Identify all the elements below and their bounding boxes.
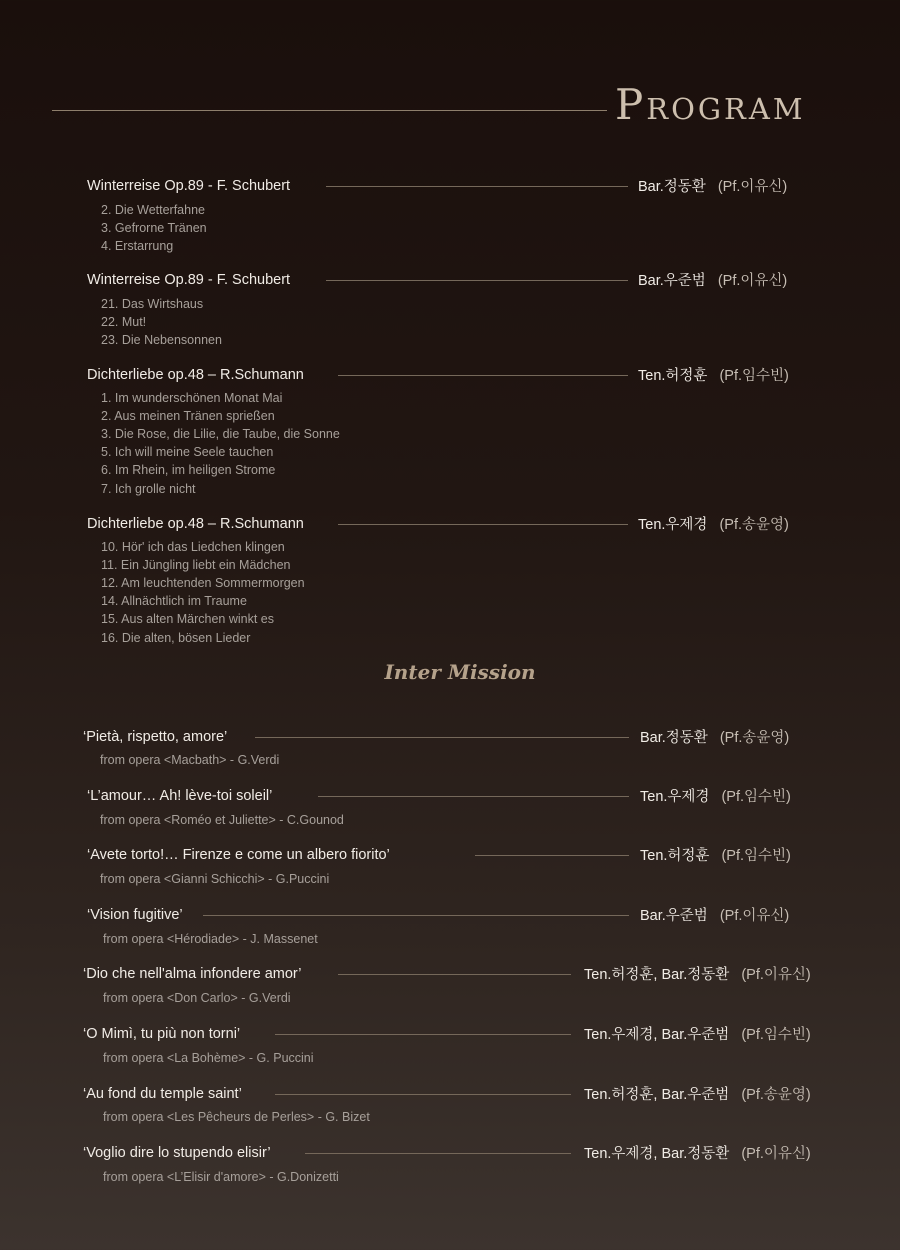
title-rule: [52, 110, 607, 111]
pianist-name: (Pf.임수빈): [741, 1027, 811, 1043]
leader-line: [326, 186, 628, 187]
song-line: 15. Aus alten Märchen winkt es: [101, 612, 275, 626]
opera-source: from opera <Les Pêcheurs de Perles> - G. Bizet: [103, 1110, 370, 1124]
performer-name: Ten.우제경, Bar.정동환: [584, 1146, 730, 1162]
pianist-name: (Pf.임수빈): [721, 789, 791, 805]
opera-source: from opera <Don Carlo> - G.Verdi: [103, 991, 291, 1005]
piece-title: Winterreise Op.89 - F. Schubert: [87, 272, 291, 288]
song-line: 21. Das Wirtshaus: [101, 297, 204, 311]
program-item: [0, 786, 900, 808]
aria-title: ‘L’amour… Ah! lève-toi soleil’: [87, 788, 273, 804]
pianist-name: (Pf.송윤영): [719, 730, 790, 746]
aria-title: ‘Pietà, rispetto, amore’: [83, 729, 228, 745]
leader-line: [305, 1153, 571, 1154]
performer-name: Bar.정동환: [640, 730, 708, 746]
opera-source: from opera <L’Elisir d'amore> - G.Donizetti: [103, 1170, 339, 1184]
song-line: 1. Im wunderschönen Monat Mai: [101, 391, 283, 405]
performer-name: Ten.우제경: [640, 789, 710, 805]
piece-title: Winterreise Op.89 - F. Schubert: [87, 178, 291, 194]
opera-source: from opera <Hérodiade> - J. Massenet: [103, 932, 318, 946]
song-line: 6. Im Rhein, im heiligen Strome: [101, 463, 276, 477]
performer-credit: [584, 964, 811, 986]
piece-title: Dichterliebe op.48 – R.Schumann: [87, 367, 304, 383]
pianist-name: (Pf.이유신): [741, 967, 811, 983]
performer-name: Ten.우제경, Bar.우준범: [584, 1027, 730, 1043]
aria-title: ‘Au fond du temple saint’: [83, 1086, 242, 1102]
performer-credit: [638, 365, 789, 387]
aria-title: ‘O Mimì, tu più non torni’: [83, 1026, 241, 1042]
song-line: 23. Die Nebensonnen: [101, 333, 222, 347]
opera-source: from opera <La Bohème> - G. Puccini: [103, 1051, 314, 1065]
song-line: 4. Erstarrung: [101, 239, 174, 253]
page-title-initial: P: [615, 80, 647, 129]
leader-line: [338, 974, 571, 975]
performer-name: Ten.허정훈: [638, 368, 708, 384]
performer-credit: [640, 845, 791, 867]
leader-line: [318, 796, 629, 797]
leader-line: [275, 1094, 571, 1095]
performer-credit: [638, 176, 787, 198]
opera-source: from opera <Roméo et Juliette> - C.Gounod: [100, 813, 344, 827]
aria-title: ‘Vision fugitive’: [87, 907, 183, 923]
pianist-name: (Pf.송윤영): [741, 1087, 811, 1103]
performer-credit: [638, 270, 787, 292]
program-item: [0, 845, 900, 867]
program-item: [0, 905, 900, 927]
performer-name: Ten.우제경: [638, 517, 708, 533]
page-title: [615, 80, 806, 129]
piece-title: Dichterliebe op.48 – R.Schumann: [87, 516, 304, 532]
performer-credit: [584, 1024, 811, 1046]
performer-name: Bar.우준범: [638, 273, 706, 289]
performer-name: Bar.우준범: [640, 908, 708, 924]
program-item: [0, 365, 900, 387]
performer-credit: [638, 514, 789, 536]
leader-line: [326, 280, 628, 281]
page-title-rest: ROGRAM: [646, 92, 806, 126]
song-line: 11. Ein Jüngling liebt ein Mädchen: [101, 558, 291, 572]
program-item: [0, 1024, 900, 1046]
pianist-name: (Pf.임수빈): [719, 368, 789, 384]
leader-line: [203, 915, 629, 916]
opera-source: from opera <Gianni Schicchi> - G.Puccini: [100, 872, 330, 886]
performer-credit: [584, 1143, 811, 1165]
leader-line: [338, 524, 628, 525]
opera-source: from opera <Macbath> - G.Verdi: [100, 753, 280, 767]
pianist-name: (Pf.이유신): [719, 908, 790, 924]
song-line: 22. Mut!: [101, 315, 147, 329]
performer-credit: [640, 727, 789, 749]
song-line: 2. Die Wetterfahne: [101, 203, 205, 217]
song-line: 14. Allnächtlich im Traume: [101, 594, 247, 608]
aria-title: ‘Avete torto!… Firenze e come un albero fiorito’: [87, 847, 390, 863]
program-item: [0, 270, 900, 292]
song-line: 5. Ich will meine Seele tauchen: [101, 445, 274, 459]
pianist-name: (Pf.이유신): [717, 179, 788, 195]
performer-name: Bar.정동환: [638, 179, 706, 195]
song-line: 2. Aus meinen Tränen sprießen: [101, 409, 275, 423]
program-item: [0, 727, 900, 749]
pianist-name: (Pf.임수빈): [721, 848, 791, 864]
song-line: 10. Hör' ich das Liedchen klingen: [101, 540, 285, 554]
song-line: 16. Die alten, bösen Lieder: [101, 631, 251, 645]
pianist-name: (Pf.이유신): [717, 273, 788, 289]
song-line: 7. Ich grolle nicht: [101, 482, 196, 496]
program-item: [0, 514, 900, 536]
performer-name: Ten.허정훈: [640, 848, 710, 864]
performer-name: Ten.허정훈, Bar.우준범: [584, 1087, 730, 1103]
leader-line: [475, 855, 629, 856]
leader-line: [338, 375, 628, 376]
performer-credit: [640, 905, 789, 927]
program-item: [0, 1143, 900, 1165]
performer-credit: [640, 786, 791, 808]
song-line: 3. Gefrorne Tränen: [101, 221, 207, 235]
performer-name: Ten.허정훈, Bar.정동환: [584, 967, 730, 983]
performer-credit: [584, 1084, 811, 1106]
song-line: 12. Am leuchtenden Sommermorgen: [101, 576, 305, 590]
program-item: [0, 1084, 900, 1106]
song-line: 3. Die Rose, die Lilie, die Taube, die Sonne: [101, 427, 340, 441]
leader-line: [255, 737, 629, 738]
aria-title: ‘Dio che nell'alma infondere amor’: [83, 966, 302, 982]
intermission-heading: Inter Mission: [384, 660, 536, 684]
leader-line: [275, 1034, 571, 1035]
pianist-name: (Pf.이유신): [741, 1146, 811, 1162]
aria-title: ‘Voglio dire lo stupendo elisir’: [83, 1145, 271, 1161]
pianist-name: (Pf.송윤영): [719, 517, 789, 533]
program-item: [0, 964, 900, 986]
program-item: [0, 176, 900, 198]
